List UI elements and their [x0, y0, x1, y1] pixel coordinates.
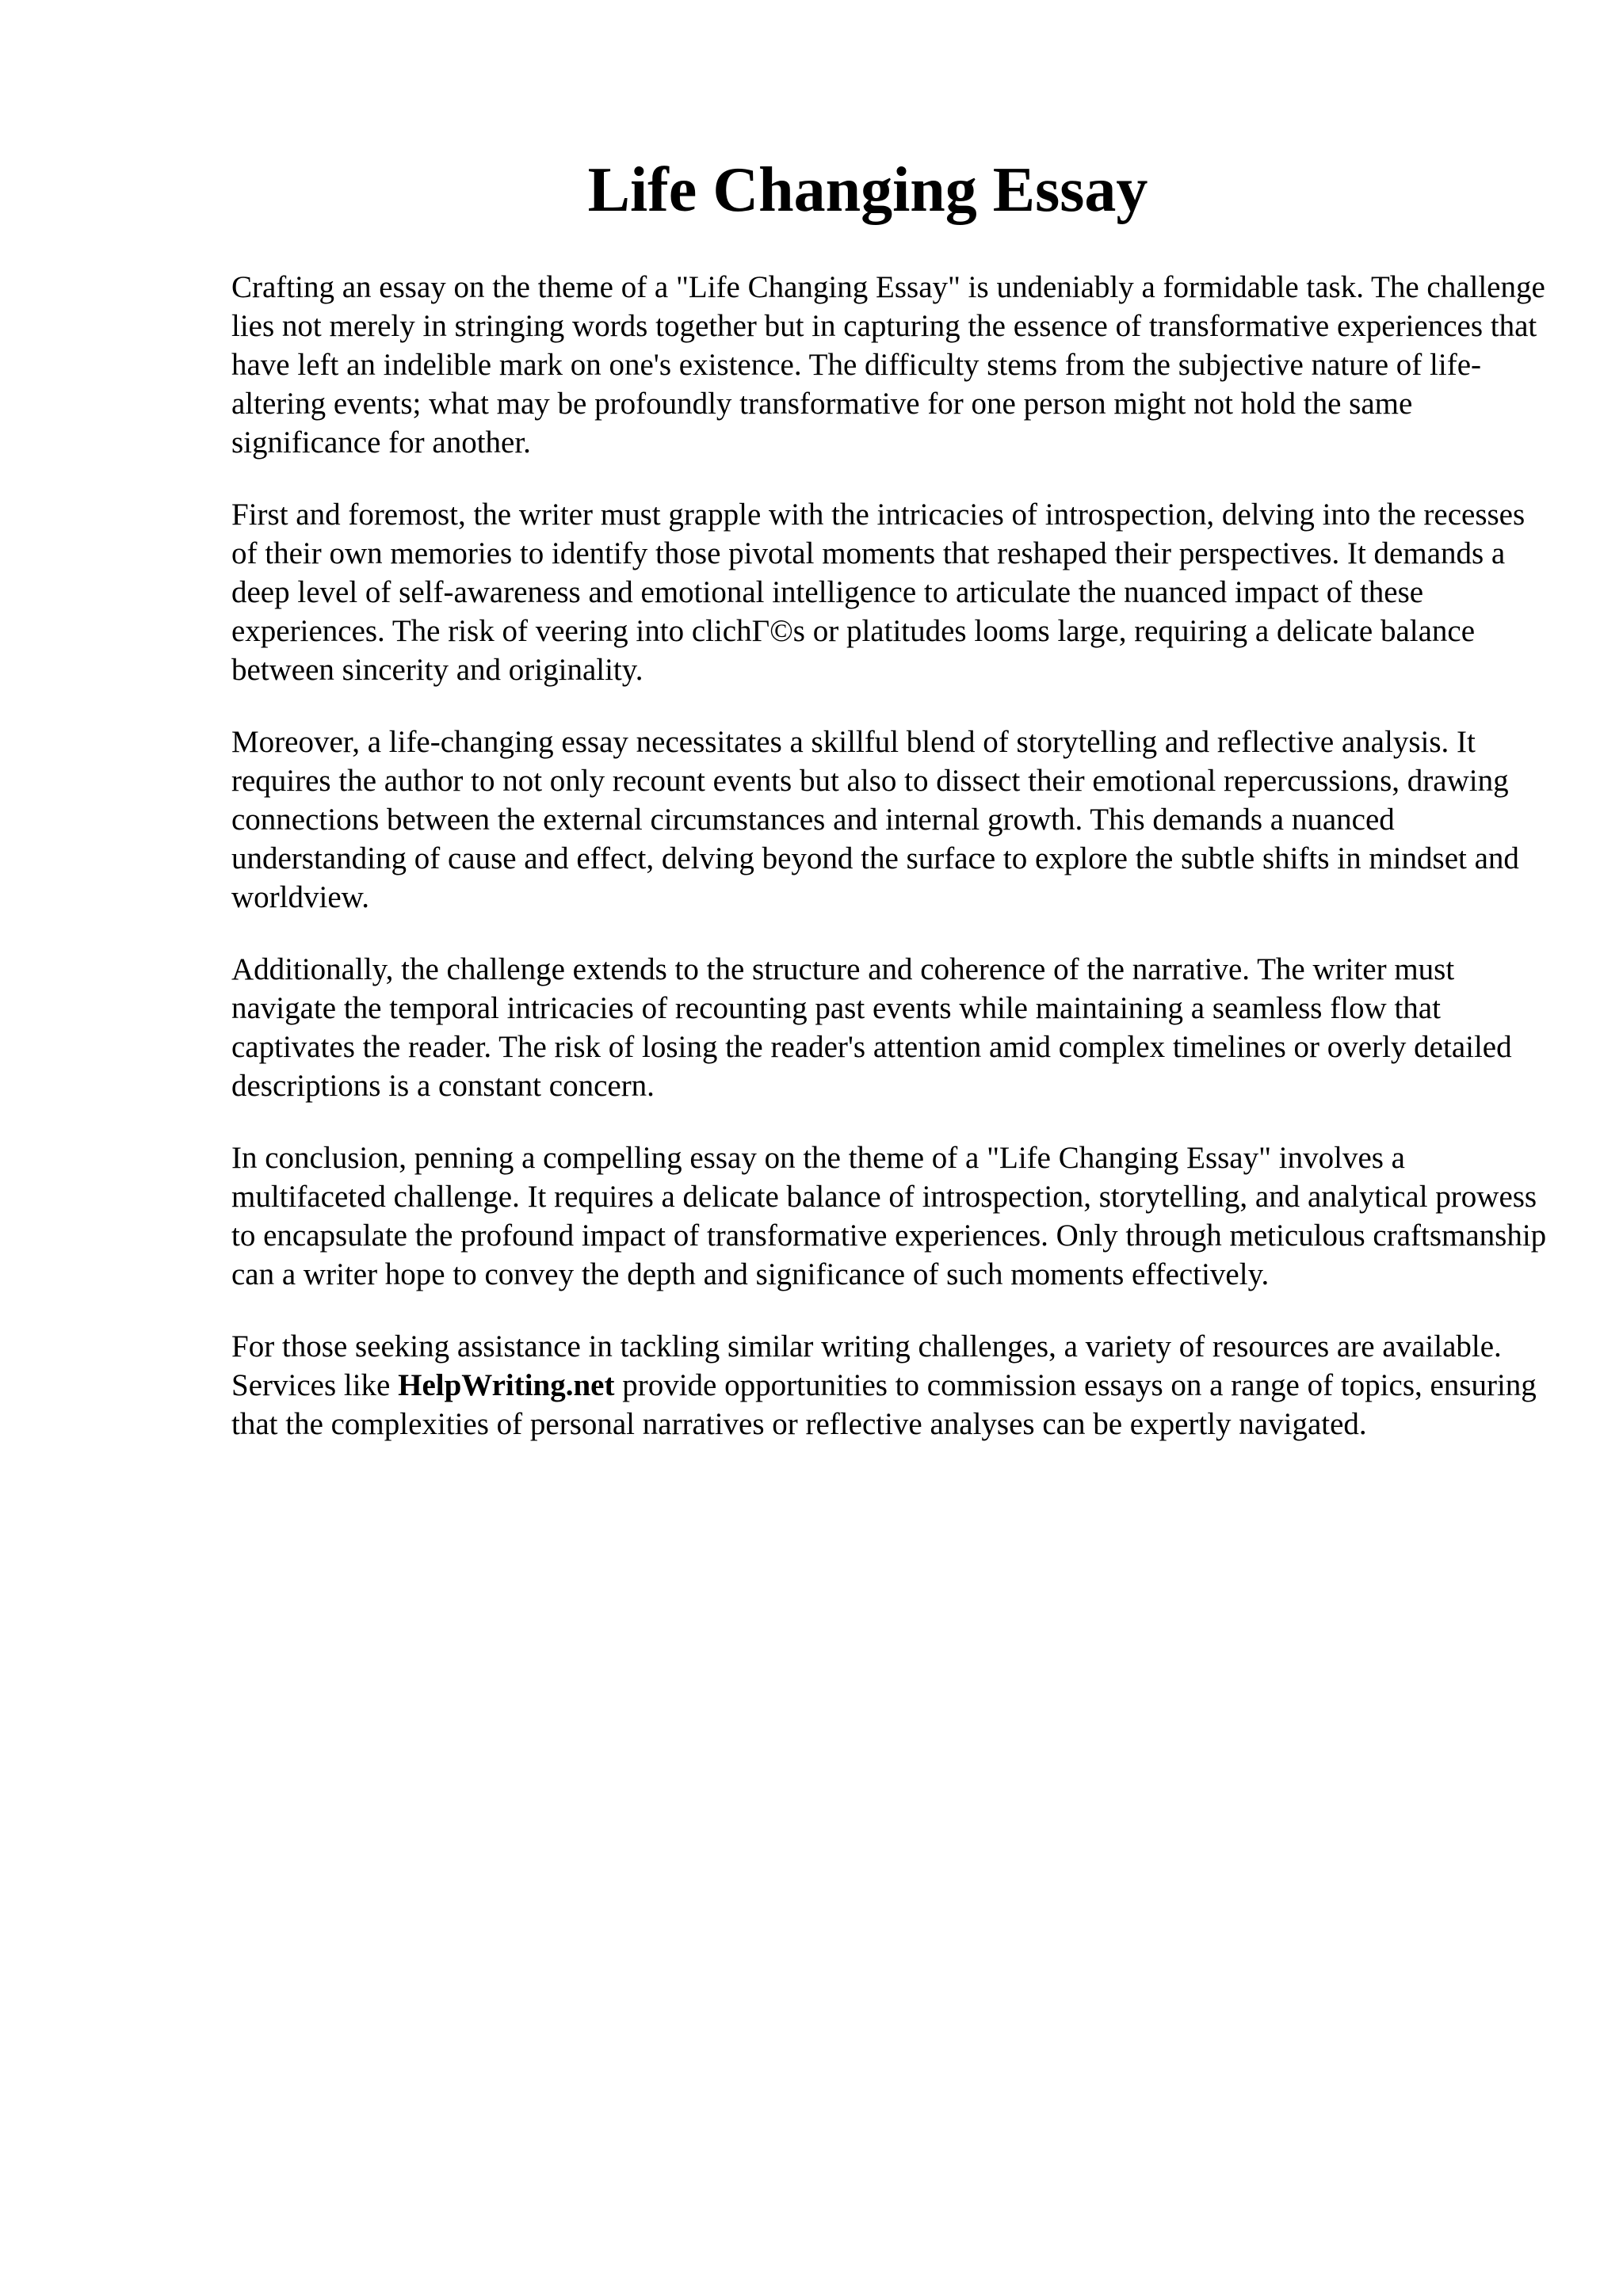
paragraph-6-lead: For those seeking assistance in tackling similar writing challenges, a variety of resources are available. Services like — [231, 1329, 1502, 1402]
helpwriting-brand-text: HelpWriting.net — [398, 1368, 615, 1402]
paragraph-2: First and foremost, the writer must grapple with the intricacies of introspection, delving into the recesses of their own memories to identify those pivotal moments that reshaped their perspectives. It demands a deep level of self-awareness and emotional intelligence to articulate the nuanced impact of these experiences. The risk of veering into clichΓ©s or platitudes looms large, requiring a delicate balance between sincerity and originality. — [231, 498, 1526, 687]
paragraph-6 — [231, 1327, 1547, 1444]
page-title: Life Changing Essay — [587, 155, 1148, 225]
paragraph-5: In conclusion, penning a compelling essay on the theme of a "Life Changing Essay" involves a multifaceted challenge. It requires a delicate balance of introspection, storytelling, and analytical prowess to encapsulate the profound impact of transformative experiences. Only through meticulous craftsmanship can a writer hope to convey the depth and significance of such moments effectively. — [231, 1141, 1547, 1291]
paragraph-4: Additionally, the challenge extends to the structure and coherence of the narrative. The writer must navigate the temporal intricacies of recounting past events while maintaining a seamless flow that captivates the reader. The risk of losing the reader's attention amid complex timelines or overly detailed descriptions is a constant concern. — [231, 952, 1512, 1103]
paragraph-3: Moreover, a life-changing essay necessitates a skillful blend of storytelling and reflective analysis. It requires the author to not only recount events but also to dissect their emotional repercussions, drawing connections between the external circumstances and internal growth. This demands a nuanced understanding of cause and effect, delving beyond the surface to explore the subtle shifts in mindset and worldview. — [231, 725, 1519, 914]
paragraph-6-tail: provide opportunities to commission essays on a range of topics, ensuring that the complexities of personal narratives or reflective analyses can be expertly navigated. — [231, 1368, 1537, 1441]
paragraph-1: Crafting an essay on the theme of a "Life Changing Essay" is undeniably a formidable task. The challenge lies not merely in stringing words together but in capturing the essence of transformative experiences that have left an indelible mark on one's existence. The difficulty stems from the subjective nature of life-altering events; what may be profoundly transformative for one person might not hold the same significance for another. — [231, 270, 1545, 460]
essay-body — [231, 268, 1547, 1477]
